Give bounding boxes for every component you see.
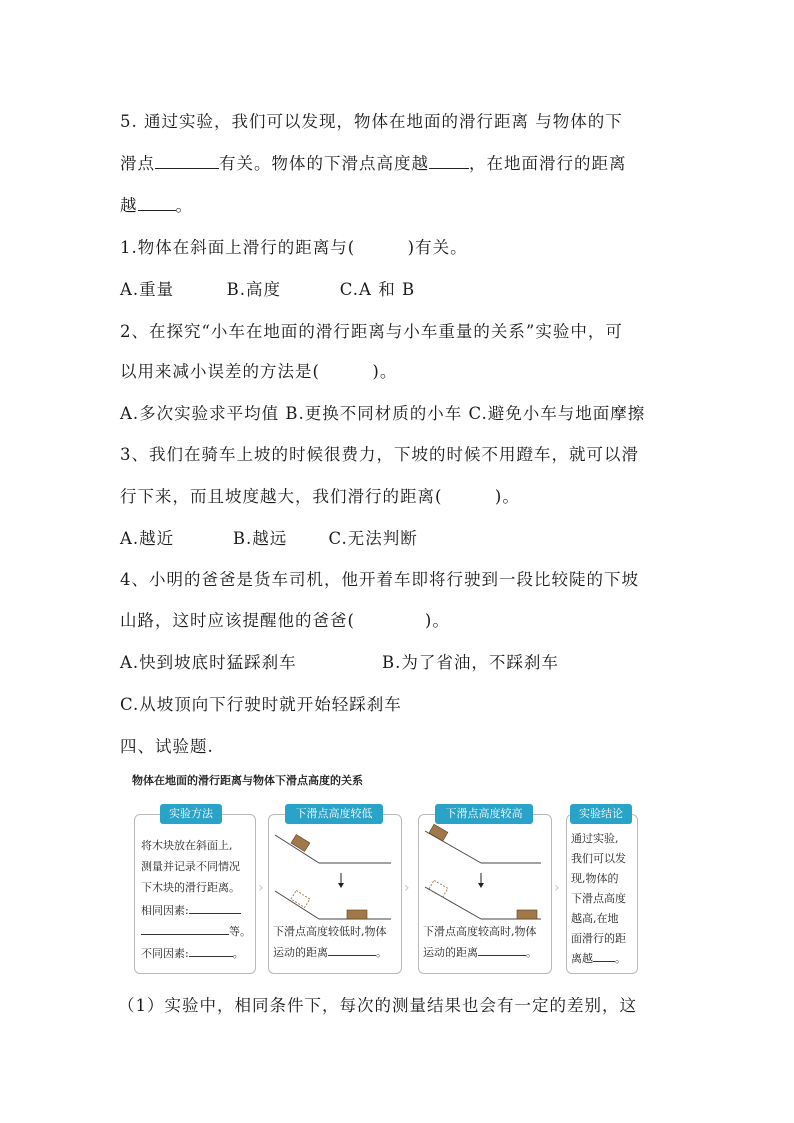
low-text-line-2 [273, 942, 387, 963]
q4-option-c: C.从坡顶向下行驶时就开始轻踩刹车 [120, 695, 402, 714]
conclusion-blank[interactable] [593, 951, 615, 962]
q5-blank-3[interactable] [138, 194, 176, 212]
q2-options: A.多次实验求平均值 B.更换不同材质的小车 C.避免小车与地面摩擦 [120, 404, 646, 423]
conclusion-line: 下滑点高度 [571, 892, 626, 905]
period: 。 [232, 947, 244, 960]
method-text-2: 测量并记录不同情况 [141, 860, 240, 873]
diff-factors-label: 不同因素: [141, 947, 189, 960]
conclusion-text-end: 离越 [571, 952, 593, 965]
q3-stem-2: 行下来，而且坡度越大，我们滑行的距离( )。 [120, 487, 520, 506]
q5-text: ，在地面滑行的距离 [469, 154, 627, 173]
q5-blank-1[interactable] [155, 152, 219, 170]
q2-stem-1: 2、在探究“小车在地面的滑行距离与小车重量的关系”实验中，可 [120, 322, 623, 341]
q4-stem-1: 4、小明的爸爸是货车司机，他开着车即将行驶到一段比较陡的下坡 [120, 570, 639, 589]
high-text-2: 运动的距离 [423, 946, 478, 959]
same-factors-line-2 [141, 921, 251, 942]
chevron-right-icon: › [404, 880, 410, 896]
high-text-line-2 [423, 942, 537, 963]
q4-option-a: A.快到坡底时猛踩刹车 [120, 653, 297, 672]
chevron-right-icon: › [258, 880, 264, 896]
low-tag: 下滑点高度较低 [285, 804, 383, 824]
low-text-2: 运动的距离 [273, 946, 328, 959]
q3-stem-1: 3、我们在骑车上坡的时候很费力，下坡的时候不用蹬车，就可以滑 [120, 445, 639, 464]
sub-question-1: （1）实验中，相同条件下，每次的测量结果也会有一定的差别，这 [118, 996, 637, 1015]
section-heading: 四、试验题. [120, 737, 214, 756]
etc-label: 等。 [229, 925, 251, 938]
method-text-3: 下木块的滑行距离。 [141, 881, 240, 894]
same-factors-blank-2[interactable] [141, 924, 229, 935]
method-panel [134, 814, 256, 974]
q4-option-b: B.为了省油，不踩刹车 [382, 653, 559, 672]
q1-options: A.重量 B.高度 C.A 和 B [120, 280, 416, 299]
high-slope-diagram [419, 821, 551, 931]
q5-blank-2[interactable] [429, 152, 469, 170]
period: 。 [615, 952, 626, 965]
q5-line-1: 5. 通过实验，我们可以发现，物体在地面的滑行距离 与物体的下 [120, 112, 623, 131]
same-factors-label: 相同因素: [141, 904, 189, 917]
q5-line-2 [120, 150, 627, 174]
chevron-right-icon: › [554, 880, 560, 896]
diff-factors-line [141, 943, 244, 964]
method-tag: 实验方法 [160, 804, 222, 824]
conclusion-line: 越高,在地 [571, 912, 619, 925]
q1-stem: 1.物体在斜面上滑行的距离与( )有关。 [120, 238, 468, 257]
low-text-1: 下滑点高度较低时,物体 [273, 925, 387, 938]
conclusion-line-last [571, 949, 626, 969]
q2-stem-2: 以用来减小误差的方法是( )。 [120, 362, 398, 381]
q5-line-3 [120, 192, 193, 216]
experiment-figure [130, 772, 650, 980]
same-factors-line [141, 900, 241, 921]
low-panel [268, 814, 402, 974]
conclusion-panel [566, 814, 638, 974]
q5-text: 。 [175, 196, 193, 215]
q4-stem-2: 山路，这时应该提醒他的爸爸( )。 [120, 611, 450, 630]
q5-text: 滑点 [120, 154, 155, 173]
high-panel [418, 814, 552, 974]
low-slope-diagram [269, 821, 401, 931]
q5-text: 越 [120, 196, 138, 215]
conclusion-line: 现,物体的 [571, 872, 619, 885]
high-text-1: 下滑点高度较高时,物体 [423, 925, 537, 938]
conclusion-tag: 实验结论 [570, 804, 632, 824]
method-text-1: 将木块放在斜面上, [141, 839, 233, 852]
low-distance-blank[interactable] [328, 945, 376, 956]
conclusion-text [571, 829, 626, 969]
period: 。 [376, 946, 387, 959]
high-tag: 下滑点高度较高 [435, 804, 533, 824]
period: 。 [526, 946, 537, 959]
conclusion-line: 通过实验, [571, 832, 619, 845]
figure-title: 物体在地面的滑行距离与物体下滑点高度的关系 [132, 774, 363, 787]
conclusion-line: 面滑行的距 [571, 932, 626, 945]
diff-factors-blank[interactable] [189, 946, 233, 957]
high-distance-blank[interactable] [478, 945, 526, 956]
q3-options: A.越近 B.越远 C.无法判断 [120, 529, 418, 548]
same-factors-blank[interactable] [189, 903, 241, 914]
conclusion-line: 我们可以发 [571, 852, 626, 865]
q5-text: 有关。物体的下滑点高度越 [219, 154, 429, 173]
